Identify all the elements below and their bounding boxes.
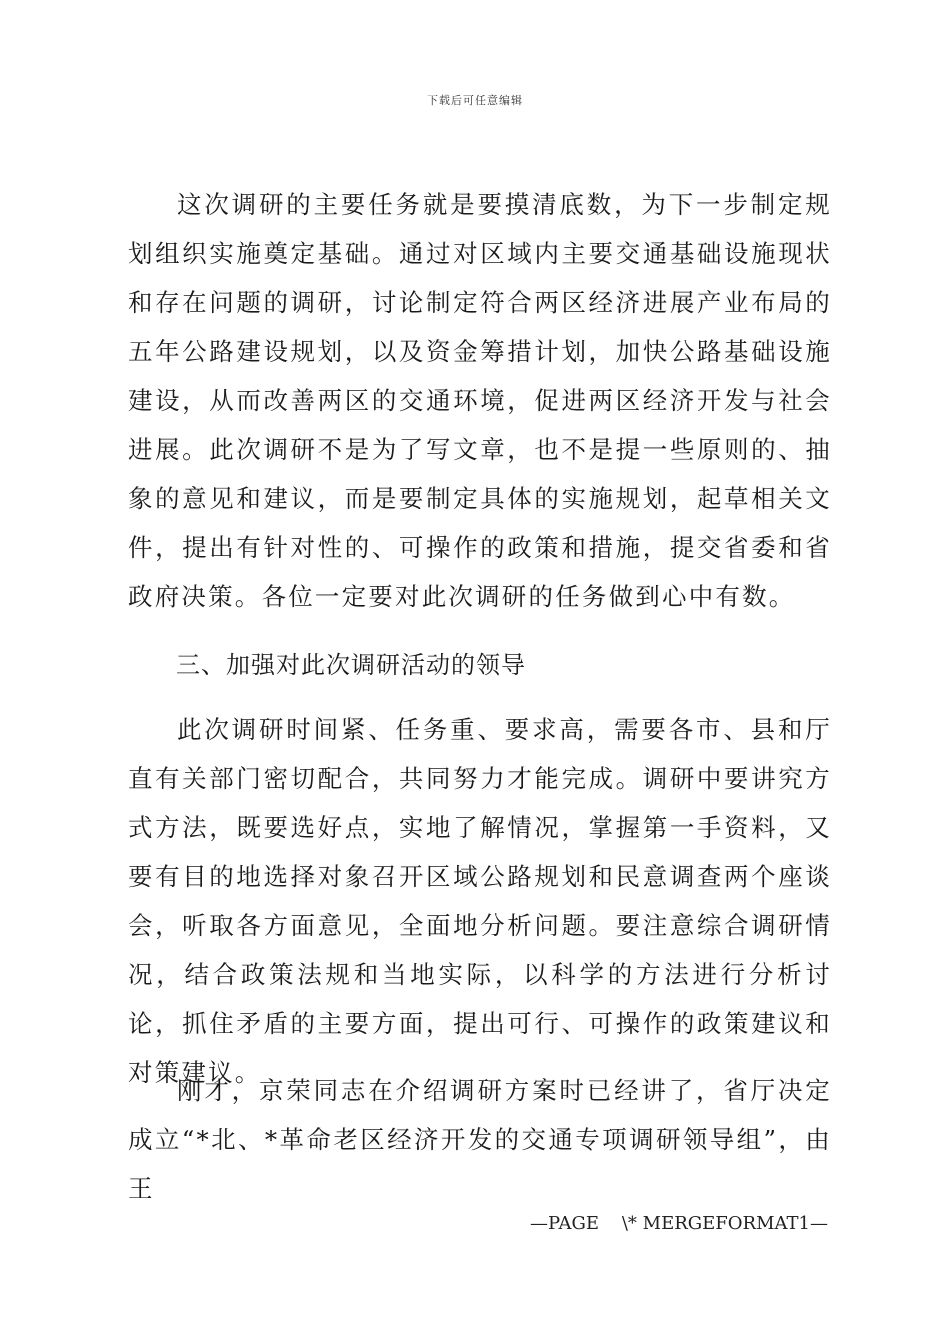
body-paragraph-2: 此次调研时间紧、任务重、要求高，需要各市、县和厅直有关部门密切配合，共同努力才能完成。调研中要讲究方式方法，既要选好点，实地了解情况，掌握第一手资料，又要有目的地选择对象召开区域公路规划和民意调查两个座谈会，听取各方面意见，全面地分析问题。要注意综合调研情况，结合政策法规和当地实际，以科学的方法进行分析讨论，抓住矛盾的主要方面，提出可行、可操作的政策建议和对策建议。 — [128, 715, 832, 1087]
page-footer: —PAGE \* MERGEFORMAT1— — [530, 1213, 828, 1234]
body-paragraph-3: 刚才，京荣同志在介绍调研方案时已经讲了，省厅决定成立“*北、*革命老区经济开发的交通专项调研领导组”，由王 — [128, 1076, 832, 1203]
body-paragraph-1: 这次调研的主要任务就是要摸清底数，为下一步制定规划组织实施奠定基础。通过对区域内主要交通基础设施现状和存在问题的调研，讨论制定符合两区经济进展产业布局的五年公路建设规划，以及资金筹措计划，加快公路基础设施建设，从而改善两区的交通环境，促进两区经济开发与社会进展。此次调研不是为了写文章，也不是提一些原则的、抽象的意见和建议，而是要制定具体的实施规划，起草相关文件，提出有针对性的、可操作的政策和措施，提交省委和省政府决策。各位一定要对此次调研的任务做到心中有数。 — [128, 190, 832, 611]
page-header: 下载后可任意编辑 — [427, 94, 523, 107]
section-heading: 三、加强对此次调研活动的领导 — [176, 651, 526, 679]
